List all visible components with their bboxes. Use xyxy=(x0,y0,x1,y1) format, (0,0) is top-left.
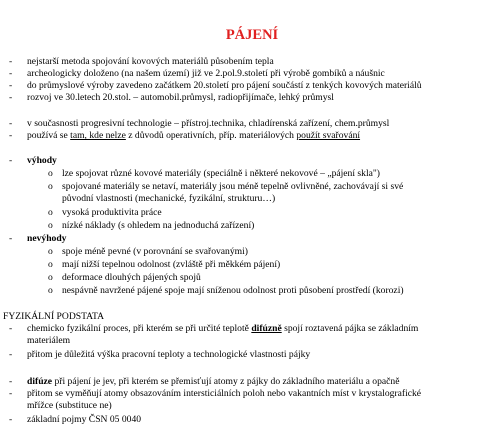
list-item-text: vysoká produktivita práce xyxy=(62,207,162,218)
list-item-text: v současnosti progresivní technologie – přístroj.technika, chladírenská zařízení, chem.průmysl xyxy=(27,118,390,129)
dash-marker: - xyxy=(9,80,13,91)
bullet-marker: o xyxy=(48,272,53,283)
list-item-text: spoje méně pevné (v porovnání se svařovanými) xyxy=(62,246,248,257)
bullet-marker: o xyxy=(48,207,53,218)
advantages-heading: výhody xyxy=(27,155,57,166)
list-item-text: nespávně navržené pájené spoje mají sníženou odolnost proti působení prostředí (korozi) xyxy=(62,285,404,296)
dash-marker: - xyxy=(9,92,13,103)
dash-marker: - xyxy=(9,130,13,141)
list-item-text: přitom se vyměňují atomy obsazováním intersticiálních poloh nebo vakantních míst v krystalografické xyxy=(27,388,422,399)
list-item-text: základní pojmy ČSN 05 0040 xyxy=(27,414,142,425)
bullet-marker: o xyxy=(48,181,53,192)
text-run: při pájení je jev, při kterém se přemisťují atomy z pájky do základního materiálu a opačně xyxy=(52,376,400,387)
bullet-marker: o xyxy=(48,246,53,257)
dash-marker: - xyxy=(9,376,13,387)
bullet-marker: o xyxy=(48,220,53,231)
page-title: PÁJENÍ xyxy=(225,27,279,43)
underlined-text: použít svařování xyxy=(296,130,361,141)
list-item-text: materiálem xyxy=(27,335,71,346)
dash-marker: - xyxy=(9,155,13,166)
text-run: spojí roztavená pájka se základním xyxy=(281,323,419,334)
bullet-marker: o xyxy=(48,259,53,270)
list-item-text: do průmyslové výroby zavedeno začátkem 20.století pro pájení součástí z tenkých kovových materiálů xyxy=(27,80,422,91)
bold-term: difúze xyxy=(27,376,53,387)
list-item-text xyxy=(27,323,418,334)
physics-heading: FYZIKÁLNÍ PODSTATA xyxy=(3,311,105,322)
dash-marker: - xyxy=(9,68,13,79)
list-item-text xyxy=(27,376,399,387)
underlined-text: tam, kde nelze xyxy=(70,130,126,141)
bullet-marker: o xyxy=(48,285,53,296)
list-item-text: lze spojovat různé kovové materiály (speciálně i některé nekovové – „pájení skla") xyxy=(62,168,380,179)
bullet-marker: o xyxy=(48,168,53,179)
list-item-text xyxy=(27,130,360,141)
emphasized-text: difúzně xyxy=(251,323,282,334)
text-run: používá se xyxy=(27,130,71,141)
list-item-text: rozvoj ve 30.letech 20.stol. – automobil.průmysl, radiopřijímače, lehký průmysl xyxy=(27,92,334,103)
dash-marker: - xyxy=(9,118,13,129)
dash-marker: - xyxy=(9,323,13,334)
text-run: z důvodů operativních, příp. materiálových xyxy=(125,130,297,141)
list-item-text: archeologicky doloženo (na našem území) již ve 2.pol.9.století při výrobě gombíků a náušnic xyxy=(27,68,385,79)
list-item-text: původní vlastnosti (mechanické, fyzikální, strukturu…) xyxy=(62,193,276,204)
dash-marker: - xyxy=(9,56,13,67)
dash-marker: - xyxy=(9,233,13,244)
disadvantages-heading: nevýhody xyxy=(27,233,67,244)
dash-marker: - xyxy=(9,388,13,399)
list-item-text: mřížce (substituce ne) xyxy=(27,400,112,411)
list-item-text: mají nižší tepelnou odolnost (zvláště při měkkém pájení) xyxy=(62,259,281,270)
text-run: chemicko fyzikální proces, při kterém se při určité teplotě xyxy=(27,323,252,334)
list-item-text: nejstarší metoda spojování kovových materiálů působením tepla xyxy=(27,56,274,67)
list-item-text: nízké náklady (s ohledem na jednoduchá zařízení) xyxy=(62,220,255,231)
list-item-text: spojované materiály se netaví, materiály jsou méně tepelně ovlivněné, zachovávají si své xyxy=(62,181,404,192)
dash-marker: - xyxy=(9,414,13,425)
list-item-text: přitom je důležitá výška pracovní teploty a technologické vlastnosti pájky xyxy=(27,349,311,360)
dash-marker: - xyxy=(9,349,13,360)
list-item-text: deformace dlouhých pájených spojů xyxy=(62,272,201,283)
